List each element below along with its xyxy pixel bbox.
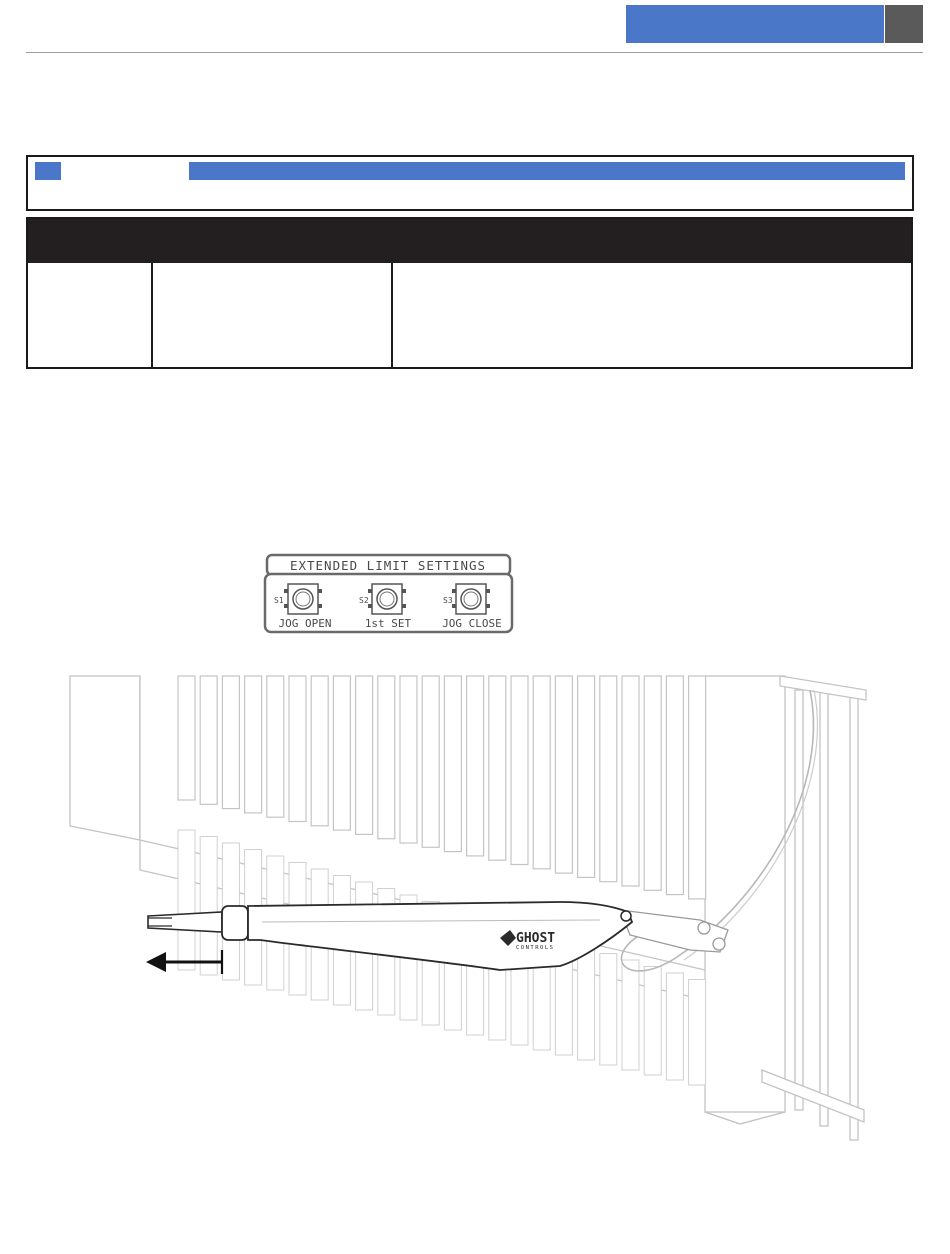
gate-picket bbox=[200, 676, 217, 804]
gate-picket-lower bbox=[666, 973, 683, 1080]
header-accent-bar bbox=[626, 5, 884, 43]
gate-picket bbox=[289, 676, 306, 822]
settings-table bbox=[26, 217, 913, 369]
s1-label: JOG OPEN bbox=[278, 617, 332, 630]
gate-picket-lower bbox=[178, 830, 195, 970]
gate-picket bbox=[666, 676, 683, 895]
brand-subtitle: CONTROLS bbox=[516, 945, 555, 951]
header-page-tab bbox=[885, 5, 923, 43]
gate-picket-lower bbox=[689, 980, 706, 1086]
gate-picket bbox=[600, 676, 617, 882]
s3-id: S3 bbox=[443, 596, 453, 605]
header-rule bbox=[26, 52, 923, 53]
gate-picket-lower bbox=[200, 837, 217, 976]
table-cell bbox=[153, 263, 393, 367]
s3-button[interactable] bbox=[452, 584, 490, 614]
brand-logo: GHOST bbox=[516, 931, 556, 946]
gate-picket bbox=[511, 676, 528, 865]
gate-picket-lower bbox=[644, 967, 661, 1076]
gate-picket bbox=[333, 676, 350, 830]
s1-button[interactable] bbox=[284, 584, 322, 614]
table-cell bbox=[393, 263, 911, 367]
gate-picket-lower bbox=[622, 960, 639, 1070]
gate-picket bbox=[378, 676, 395, 839]
s1-id: S1 bbox=[274, 596, 284, 605]
gate-picket bbox=[245, 676, 262, 813]
gate-picket bbox=[533, 676, 550, 869]
gate-picket bbox=[267, 676, 284, 817]
gate-picket bbox=[689, 676, 706, 899]
s2-button[interactable] bbox=[368, 584, 406, 614]
gate-picket bbox=[422, 676, 439, 847]
gate-picket bbox=[555, 676, 572, 873]
table-header bbox=[28, 219, 911, 263]
callout-box bbox=[26, 155, 914, 211]
gate-picket bbox=[444, 676, 461, 852]
gate-picket bbox=[578, 676, 595, 877]
gate-picket bbox=[356, 676, 373, 834]
s3-label: JOG CLOSE bbox=[442, 617, 502, 630]
gate-picket-lower bbox=[578, 947, 595, 1060]
gate-picket bbox=[622, 676, 639, 886]
gate-picket bbox=[400, 676, 417, 843]
gate-picket bbox=[489, 676, 506, 860]
gate-picket bbox=[467, 676, 484, 856]
callout-heading-bar bbox=[189, 162, 905, 180]
gate-picket bbox=[222, 676, 239, 809]
gate-picket-lower bbox=[600, 954, 617, 1066]
callout-icon-square bbox=[35, 162, 61, 180]
gate-picket bbox=[178, 676, 195, 800]
table-cell bbox=[28, 263, 153, 367]
limit-panel-title: EXTENDED LIMIT SETTINGS bbox=[289, 558, 487, 573]
gate-opener-illustration bbox=[0, 660, 950, 1160]
limit-settings-panel bbox=[262, 553, 514, 635]
gate-picket bbox=[644, 676, 661, 890]
gate-picket bbox=[311, 676, 328, 826]
s2-id: S2 bbox=[359, 596, 369, 605]
s2-label: 1st SET bbox=[364, 617, 412, 630]
